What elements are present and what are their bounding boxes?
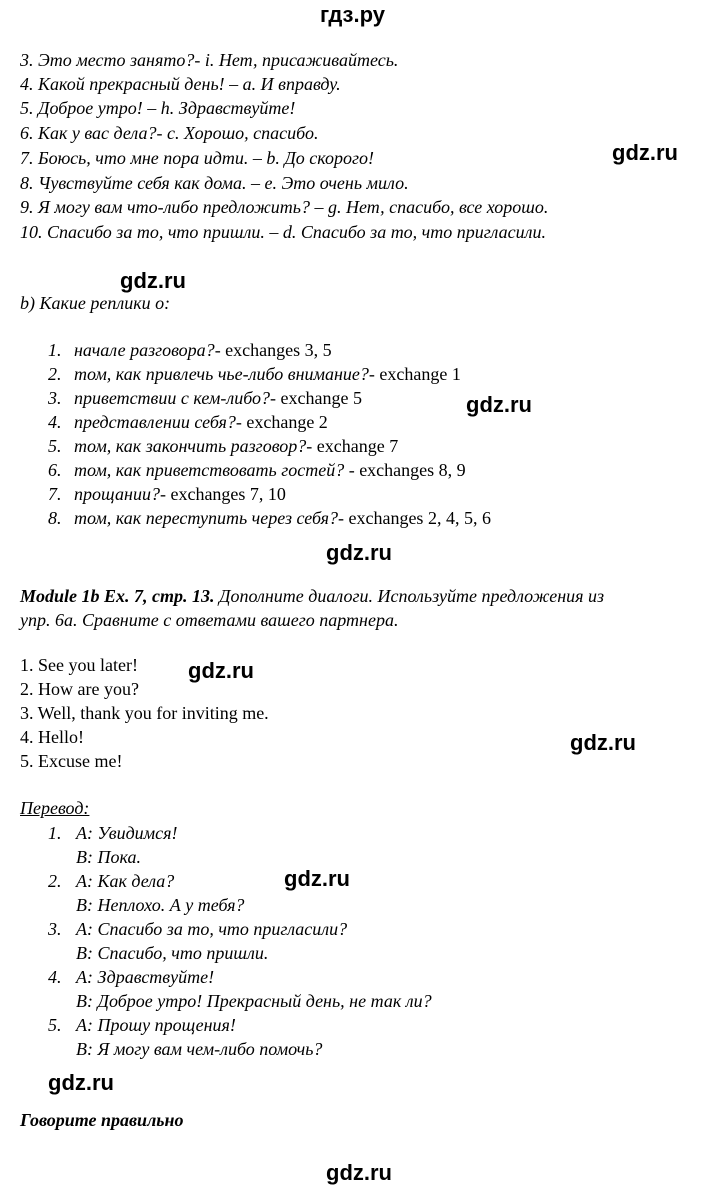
list-item xyxy=(48,484,286,505)
list-item xyxy=(48,340,332,361)
dialog-line-b: B: Доброе утро! Прекрасный день, не так ли? xyxy=(76,991,432,1011)
item-question: прощании? xyxy=(74,484,160,504)
dialog-line-a xyxy=(48,871,174,892)
item-answer: - exchanges 8, 9 xyxy=(344,460,466,480)
module-label: Module 1b Ex. 7, стр. 13. xyxy=(20,586,215,606)
match-line-8: 8. Чувствуйте себя как дома. – e. Это очень мило. xyxy=(20,173,409,193)
dialog-a: A: Здравствуйте! xyxy=(76,967,215,987)
module-heading xyxy=(20,584,702,608)
dialog-line-a xyxy=(48,823,178,844)
item-number: 8. xyxy=(48,508,62,528)
item-answer: - exchange 2 xyxy=(235,412,328,432)
item-question: том, как закончить разговор? xyxy=(74,436,307,456)
site-title: гдз.ру xyxy=(320,2,385,27)
watermark: gdz.ru xyxy=(284,866,350,891)
dialog-line-b: B: Пока. xyxy=(76,847,141,867)
item-question: приветствии с кем-либо? xyxy=(74,388,271,408)
match-line-3: 3. Это место занято?- i. Нет, присаживайтесь. xyxy=(20,50,399,70)
match-line-4: 4. Какой прекрасный день! – a. И вправду. xyxy=(20,74,341,94)
match-line-5: 5. Доброе утро! – h. Здравствуйте! xyxy=(20,98,296,118)
item-answer: - exchanges 7, 10 xyxy=(159,484,286,504)
watermark: gdz.ru xyxy=(48,1070,114,1095)
item-question: начале разговора? xyxy=(74,340,215,360)
watermark: gdz.ru xyxy=(326,1160,392,1185)
module-description: Дополните диалоги. Используйте предложения из xyxy=(214,586,605,606)
item-number: 7. xyxy=(48,484,62,504)
item-number: 3. xyxy=(48,388,62,408)
watermark: gdz.ru xyxy=(188,658,254,683)
answer-line: 2. How are you? xyxy=(20,679,139,699)
list-item xyxy=(48,412,328,433)
item-number: 2. xyxy=(48,364,62,384)
section-b-title: b) Какие реплики о: xyxy=(20,293,171,313)
item-question: представлении себя? xyxy=(74,412,236,432)
list-item xyxy=(48,508,491,529)
dialog-line-b: B: Неплохо. А у тебя? xyxy=(76,895,245,915)
list-item xyxy=(48,436,398,457)
match-line-9: 9. Я могу вам что-либо предложить? – g. Нет, спасибо, все хорошо. xyxy=(20,197,549,217)
list-item xyxy=(48,460,466,481)
item-question: том, как переступить через себя? xyxy=(74,508,338,528)
module-description-line-2: упр. 6a. Сравните с ответами вашего партнера. xyxy=(20,610,399,630)
item-answer: - exchange 5 xyxy=(270,388,362,408)
item-answer: - exchange 7 xyxy=(306,436,399,456)
dialog-line-a xyxy=(48,967,214,988)
item-number: 1. xyxy=(48,340,62,360)
dialog-number: 2. xyxy=(48,871,62,891)
dialog-a: A: Как дела? xyxy=(76,871,175,891)
watermark: gdz.ru xyxy=(466,392,532,417)
item-number: 4. xyxy=(48,412,62,432)
item-answer: - exchanges 2, 4, 5, 6 xyxy=(337,508,491,528)
watermark: gdz.ru xyxy=(612,140,678,165)
match-line-7: 7. Боюсь, что мне пора идти. – b. До скорого! xyxy=(20,148,375,168)
list-item xyxy=(48,388,362,409)
match-line-6: 6. Как у вас дела?- c. Хорошо, спасибо. xyxy=(20,123,319,143)
dialog-number: 5. xyxy=(48,1015,62,1035)
item-number: 5. xyxy=(48,436,62,456)
answer-line: 4. Hello! xyxy=(20,727,84,747)
dialog-number: 1. xyxy=(48,823,62,843)
dialog-a: A: Спасибо за то, что пригласили? xyxy=(76,919,348,939)
dialog-number: 3. xyxy=(48,919,62,939)
dialog-line-b: B: Я могу вам чем-либо помочь? xyxy=(76,1039,323,1059)
dialog-number: 4. xyxy=(48,967,62,987)
match-line-10: 10. Спасибо за то, что пришли. – d. Спасибо за то, что пригласили. xyxy=(20,222,546,242)
watermark: gdz.ru xyxy=(570,730,636,755)
item-number: 6. xyxy=(48,460,62,480)
watermark: gdz.ru xyxy=(120,268,186,293)
translation-title: Перевод: xyxy=(20,798,90,818)
dialog-line-a xyxy=(48,1015,236,1036)
list-item xyxy=(48,364,461,385)
answer-line: 3. Well, thank you for inviting me. xyxy=(20,703,269,723)
item-question: том, как приветствовать гостей? xyxy=(74,460,345,480)
item-question: том, как привлечь чье-либо внимание? xyxy=(74,364,369,384)
dialog-line-b: B: Спасибо, что пришли. xyxy=(76,943,269,963)
watermark: gdz.ru xyxy=(326,540,392,565)
item-answer: - exchange 1 xyxy=(368,364,461,384)
dialog-a: A: Прошу прощения! xyxy=(76,1015,236,1035)
item-answer: - exchanges 3, 5 xyxy=(214,340,332,360)
answer-line: 5. Excuse me! xyxy=(20,751,123,771)
answer-line: 1. See you later! xyxy=(20,655,138,675)
dialog-a: A: Увидимся! xyxy=(76,823,178,843)
footer-heading: Говорите правильно xyxy=(20,1110,184,1130)
dialog-line-a xyxy=(48,919,347,940)
